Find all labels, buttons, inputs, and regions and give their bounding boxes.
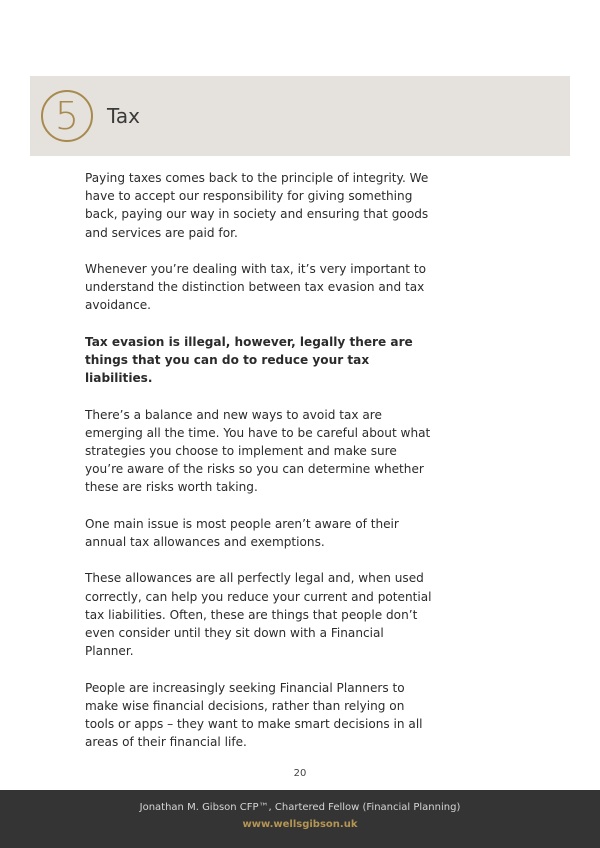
footer-credit: Jonathan M. Gibson CFP™, Chartered Fellow (Financial Planning) — [139, 802, 461, 813]
section-title: Tax — [107, 104, 140, 128]
paragraph-financial-planners: People are increasingly seeking Financial Planners to make wise financial decisions, rather than relying on tools or apps – they want to make smart decisions in all areas of their financial life. — [85, 680, 423, 750]
paragraph-integrity: Paying taxes comes back to the principle of integrity. We have to accept our responsibility for giving something back, paying our way in society and ensuring that goods and services are paid for. — [85, 171, 429, 240]
paragraph-allowances-awareness: One main issue is most people aren’t aware of their annual tax allowances and exemptions. — [85, 516, 399, 549]
page-number: 20 — [293, 768, 307, 779]
paragraph-allowances-legal: These allowances are all perfectly legal and, when used correctly, can help you reduce your current and potential tax liabilities. Often, these are things that people don’t even consider until they sit down with a Financial Planner. — [85, 571, 432, 659]
footer — [0, 790, 600, 848]
footer-website-link[interactable]: www.wellsgibson.uk — [242, 819, 358, 830]
section-header — [30, 76, 570, 156]
paragraph-evasion-avoidance: Whenever you’re dealing with tax, it’s very important to understand the distinction between tax evasion and tax avoidance. — [85, 262, 426, 313]
paragraph-bold-statement: Tax evasion is illegal, however, legally there are things that you can do to reduce your tax liabilities. — [85, 334, 413, 386]
body-text — [85, 169, 435, 770]
section-number-badge: 5 — [41, 90, 93, 142]
paragraph-balance: There’s a balance and new ways to avoid tax are emerging all the time. You have to be careful about what strategies you choose to implement and make sure you’re aware of the risks so you can determine whether these are risks worth taking. — [85, 407, 431, 495]
